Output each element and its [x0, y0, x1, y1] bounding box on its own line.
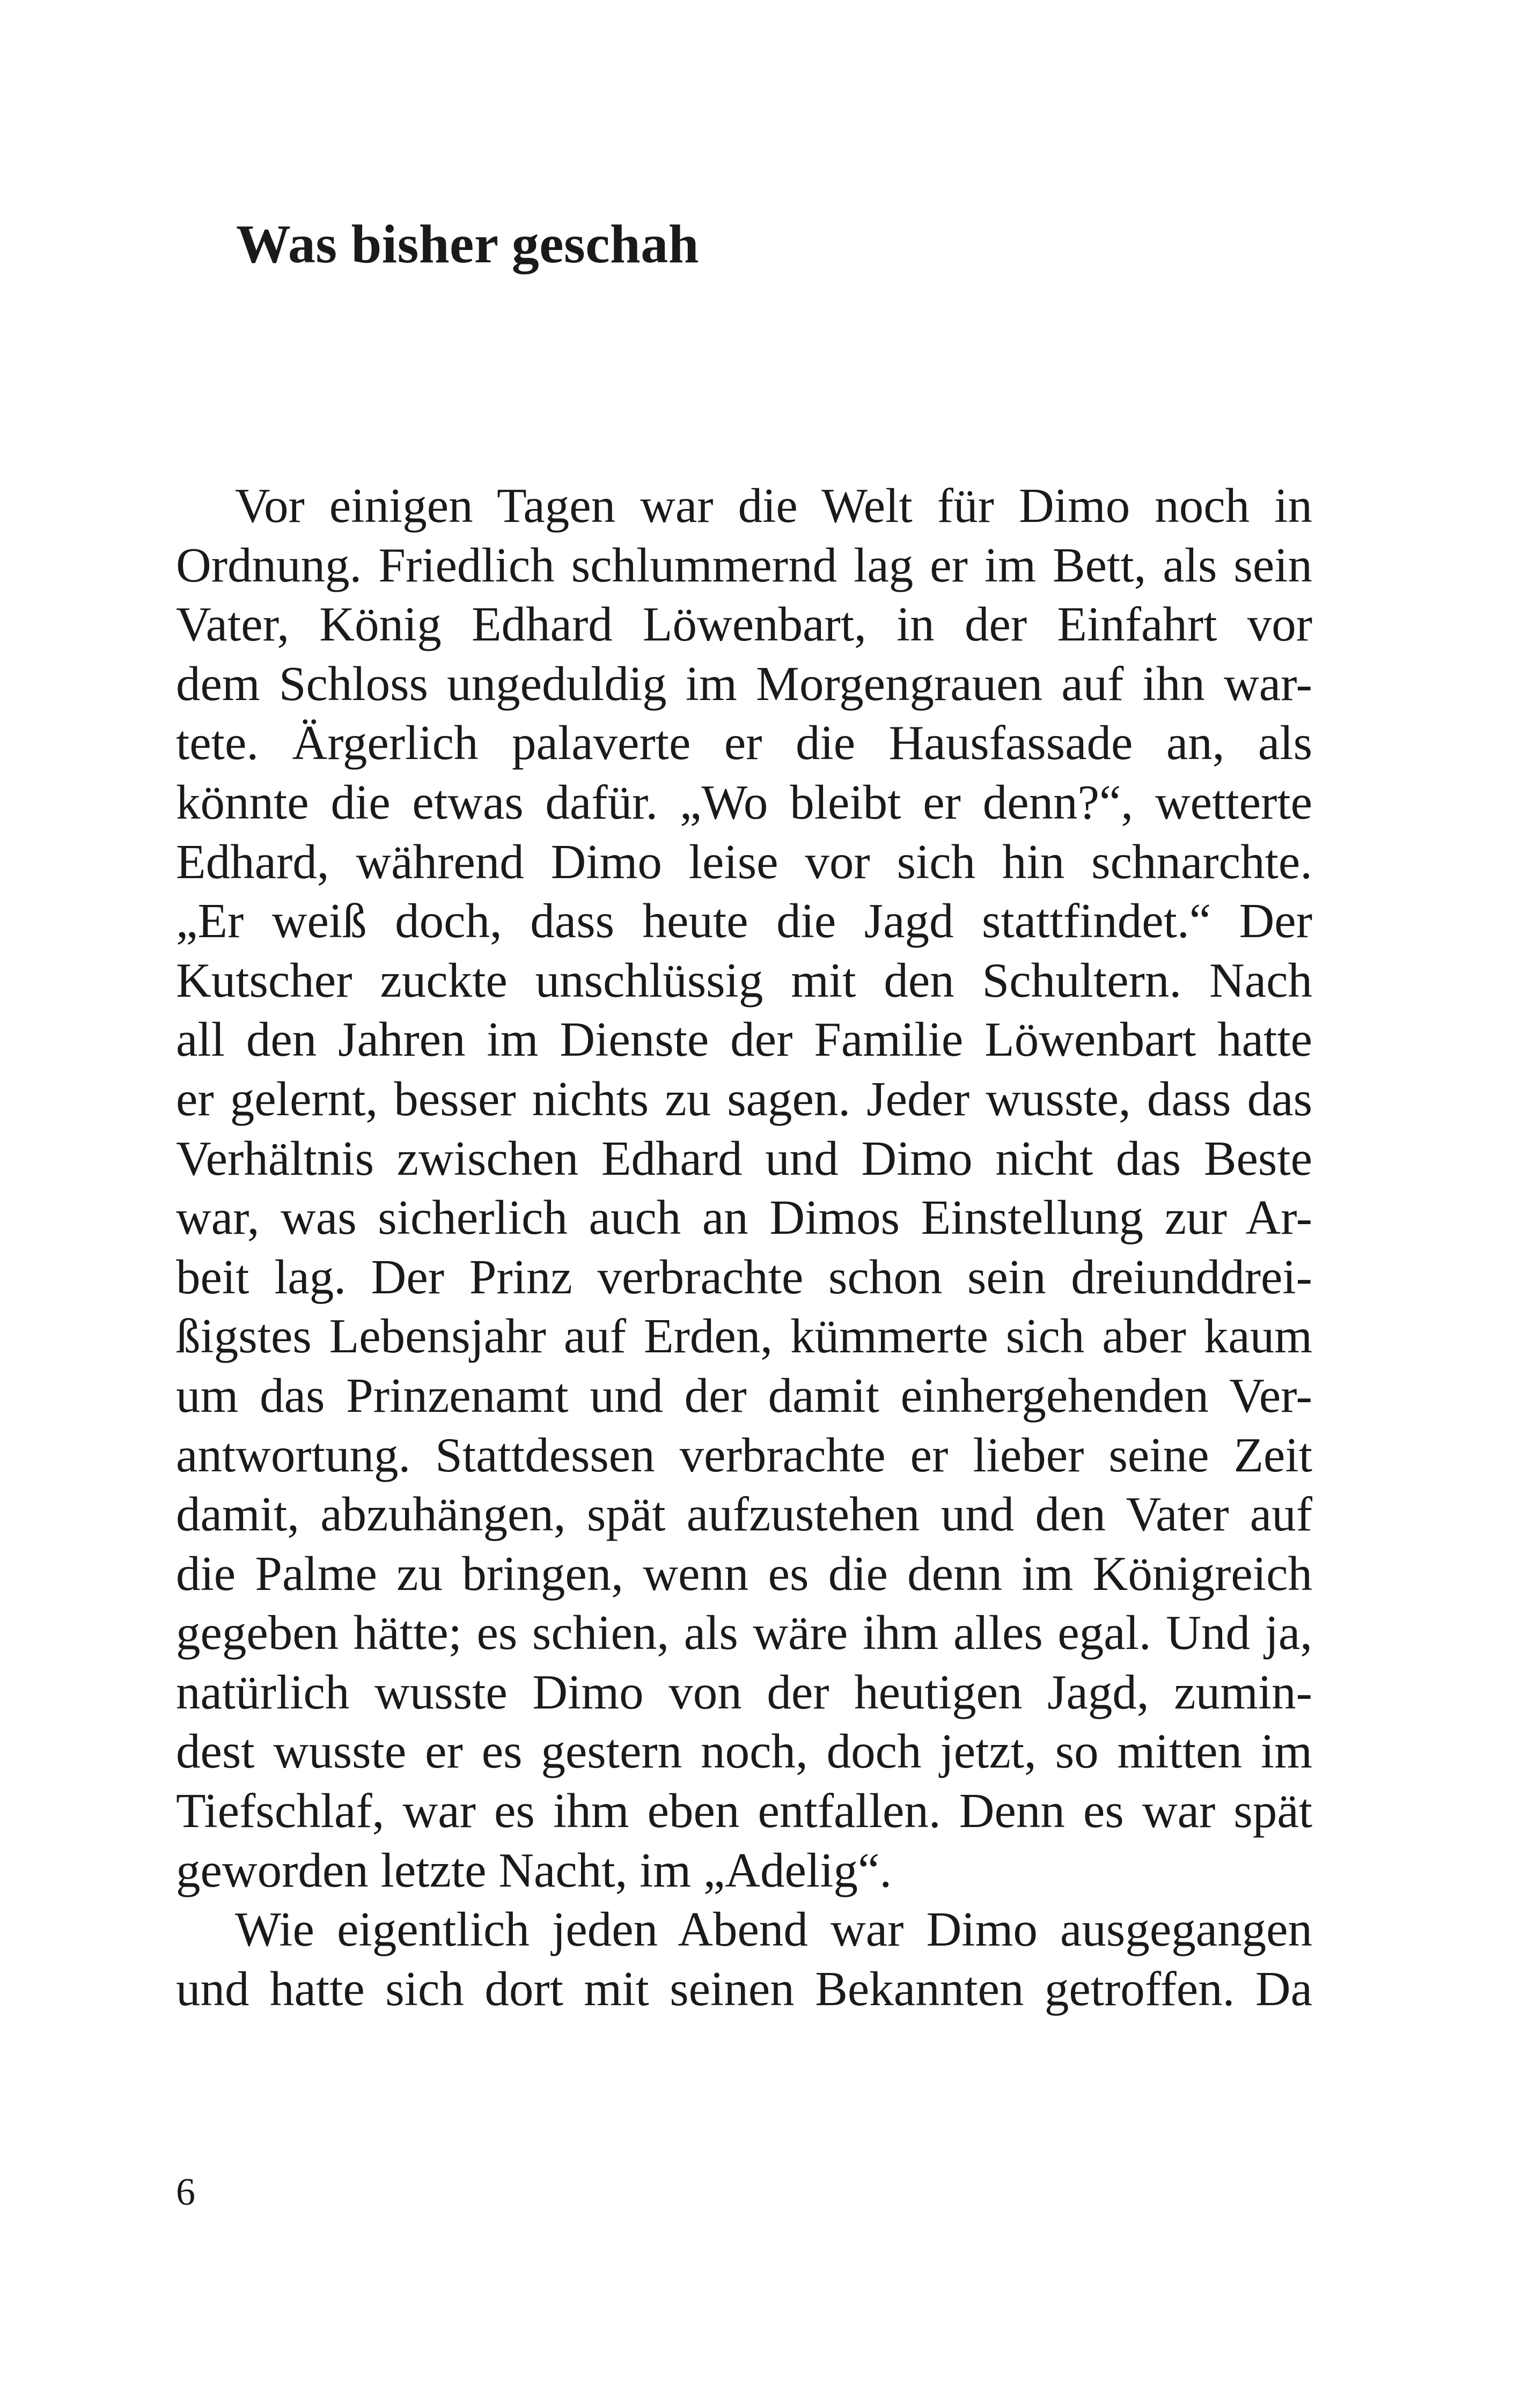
text-line: „Er weiß doch, dass heute die Jagd stattfindet.“ Der [176, 894, 1312, 948]
text-line: ßigstes Lebensjahr auf Erden, kümmerte sich aber kaum [176, 1309, 1312, 1364]
text-line: Kutscher zuckte unschlüssig mit den Schultern. Nach [176, 953, 1312, 1007]
body-text [176, 476, 1312, 2019]
paragraph-2 [176, 1900, 1312, 2019]
chapter-title: Was bisher geschah [236, 214, 699, 275]
text-line: antwortung. Stattdessen verbrachte er lieber seine Zeit [176, 1427, 1312, 1482]
text-line: dest wusste er es gestern noch, doch jetzt, so mitten im [176, 1724, 1312, 1779]
text-line: geworden letzte Nacht, im „Adelig“. [176, 1843, 892, 1897]
text-line: und hatte sich dort mit seinen Bekannten getroffen. Da [176, 1961, 1312, 2016]
text-line: dem Schloss ungeduldig im Morgengrauen auf ihn war- [176, 656, 1312, 711]
text-line: um das Prinzenamt und der damit einhergehenden Ver- [176, 1368, 1312, 1423]
text-line: damit, abzuhängen, spät aufzustehen und den Vater auf [176, 1487, 1312, 1542]
text-line: Vater, König Edhard Löwenbart, in der Einfahrt vor [176, 597, 1312, 652]
text-line: war, was sicherlich auch an Dimos Einstellung zur Ar- [176, 1190, 1312, 1245]
text-line: er gelernt, besser nichts zu sagen. Jeder wusste, dass das [176, 1071, 1312, 1126]
text-line: beit lag. Der Prinz verbrachte schon sein dreiunddrei- [176, 1249, 1312, 1304]
text-line: all den Jahren im Dienste der Familie Löwenbart hatte [176, 1012, 1312, 1067]
text-line: tete. Ärgerlich palaverte er die Hausfassade an, als [176, 716, 1312, 770]
text-line: die Palme zu bringen, wenn es die denn im Königreich [176, 1546, 1312, 1601]
text-line: gegeben hätte; es schien, als wäre ihm alles egal. Und ja, [176, 1606, 1312, 1660]
text-line: Edhard, während Dimo leise vor sich hin schnarchte. [176, 834, 1312, 889]
text-line: könnte die etwas dafür. „Wo bleibt er denn?“, wetterte [176, 775, 1312, 829]
paragraph-1 [176, 476, 1312, 1900]
text-line: Tiefschlaf, war es ihm eben entfallen. Denn es war spät [176, 1784, 1312, 1838]
text-line: Wie eigentlich jeden Abend war Dimo ausgegangen [235, 1902, 1312, 1957]
text-line: Verhältnis zwischen Edhard und Dimo nicht das Beste [176, 1131, 1312, 1185]
text-line: Ordnung. Friedlich schlummernd lag er im Bett, als sein [176, 537, 1312, 592]
text-line: natürlich wusste Dimo von der heutigen Jagd, zumin- [176, 1665, 1312, 1719]
text-line: Vor einigen Tagen war die Welt für Dimo noch in [235, 478, 1312, 533]
page-number: 6 [176, 2170, 195, 2213]
